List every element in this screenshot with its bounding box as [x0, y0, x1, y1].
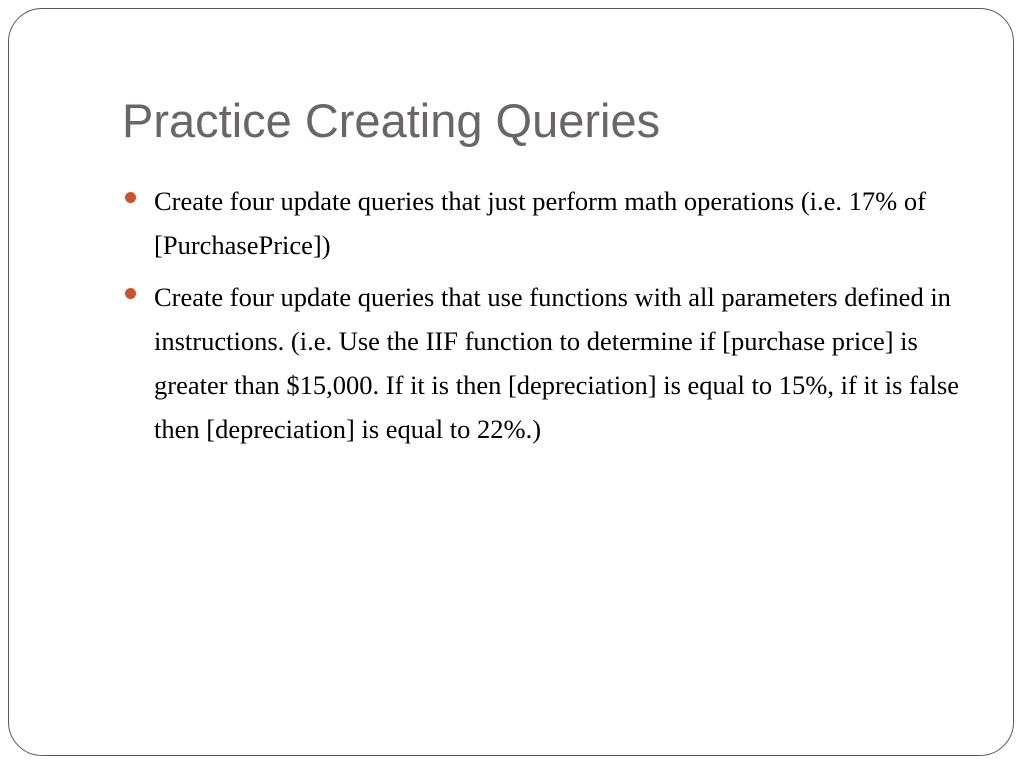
- bullet-list: [124, 179, 984, 459]
- bullet-item: [124, 275, 984, 451]
- slide-title: Practice Creating Queries: [122, 94, 661, 147]
- slide-frame: [8, 8, 1014, 756]
- bullet-item: [124, 179, 984, 267]
- bullet-text: Create four update queries that just perform math operations (i.e. 17% of [PurchasePrice]): [154, 186, 926, 260]
- bullet-text: Create four update queries that use functions with all parameters defined in instructions. (i.e. Use the IIF function to determine if [purchase price] is greater than $15,000. If it is then [depreciation] is equal to 15%, if it is false then [depreciation] is equal to 22%.): [154, 282, 960, 444]
- bullet-dot-icon: [125, 288, 136, 299]
- bullet-dot-icon: [125, 192, 136, 203]
